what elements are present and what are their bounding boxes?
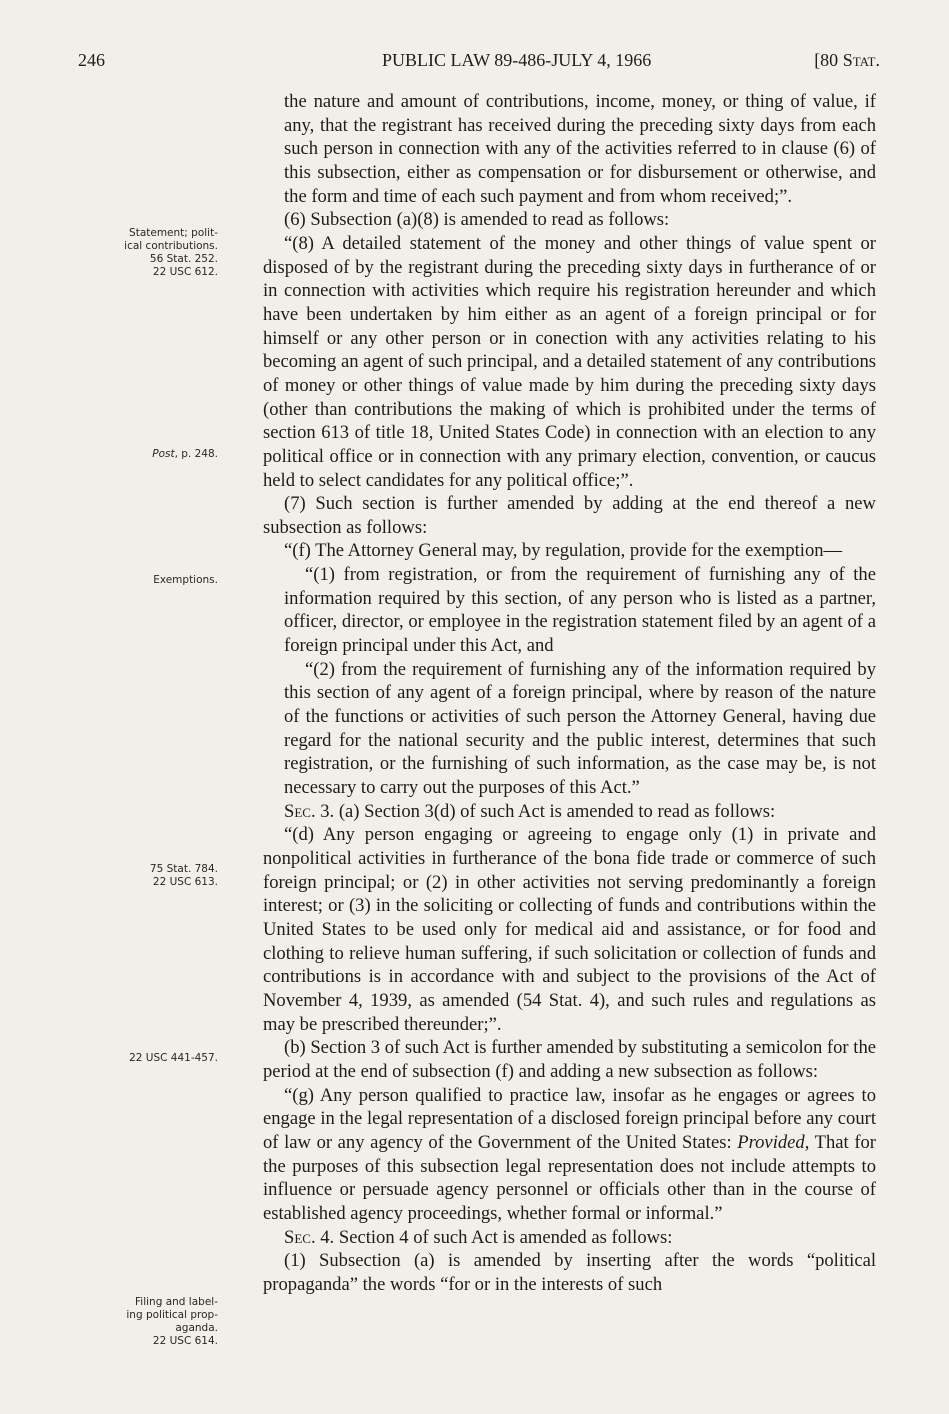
section-label: Sec.	[284, 1226, 316, 1248]
paragraph: “(2) from the requirement of furnishing any of the information required by this section of any agent of a foreign principal, where by reason of the nature of the functions or activities of such person the Attorney General, having due regard for the national security and the public interest, determines that such registration, or the furnishing of such information, as the case may be, is not necessary to carry out the purposes of this Act.”	[284, 658, 876, 799]
section-text: 4. Section 4 of such Act is amended as follows:	[315, 1226, 673, 1248]
section-paragraph	[263, 800, 876, 824]
paragraph: “(1) from registration, or from the requirement of furnishing any of the information required by this section, of any person who is listed as a partner, officer, director, or employee in the registration statement filed by an agent of a foreign principal under this Act, and	[284, 564, 876, 657]
margin-note-filing	[78, 1296, 218, 1348]
margin-note-line: 22 USC 612.	[152, 266, 218, 278]
paragraph: (7) Such section is further amended by adding at the end thereof a new subsection as follows:	[263, 493, 876, 538]
statute-volume-prefix: [80	[814, 50, 843, 70]
margin-note-line: Exemptions.	[153, 574, 218, 586]
margin-note-line: ing political prop-	[126, 1309, 218, 1321]
margin-note-post	[78, 448, 218, 461]
paragraph: “(8) A detailed statement of the money and other things of value spent or disposed of by the registrant during the preceding sixty days in furtherance of or in connection with activities which require his registration hereunder and which have been undertaken by him either as an agent of a foreign principal or for himself or any other person or in conection with any activities relating to his becoming an agent of such principal, and a detailed statement of any contributions of money or other things of value made by him during the preceding sixty days (other than contributions the making of which is prohibited under the terms of section 613 of title 18, United States Code) in connection with an election to any political office or in connection with any primary election, convention, or caucus held to select candidates for any political office;”.	[263, 232, 876, 491]
margin-note-line: Statement; polit-	[129, 227, 218, 239]
paragraph: (6) Subsection (a)(8) is amended to read as follows:	[284, 209, 670, 231]
margin-note-line: 22 USC 613.	[152, 876, 218, 888]
margin-note-statement	[78, 227, 218, 279]
statute-volume	[814, 50, 880, 71]
section-label: Sec.	[284, 800, 316, 822]
page-header	[78, 50, 880, 76]
section-paragraph	[263, 1226, 876, 1250]
provided-word: Provided	[737, 1131, 805, 1153]
paragraph	[263, 1084, 876, 1226]
paragraph: (b) Section 3 of such Act is further amended by substituting a semicolon for the period at the end of subsection (f) and adding a new subsection as follows:	[263, 1037, 876, 1082]
margin-note-line: Post, p. 248.	[152, 448, 218, 460]
margin-note-line: 22 USC 614.	[152, 1335, 218, 1347]
margin-note-line: aganda.	[175, 1322, 218, 1334]
paragraph: the nature and amount of contributions, income, money, or thing of value, if any, that the registrant has received during the preceding sixty days from each such person in connection with any of the activities referred to in clause (6) of this subsection, either as compensation or for disbursement or otherwise, and the form and time of each such payment and from whom received;”.	[284, 91, 876, 207]
paragraph: (1) Subsection (a) is amended by inserting after the words “political propaganda” the words “for or in the interests of such	[263, 1250, 876, 1295]
margin-note-line: 75 Stat. 784.	[149, 863, 218, 875]
page-number: 246	[78, 50, 105, 70]
margin-note-line: Filing and label-	[135, 1296, 218, 1308]
post-word: Post	[152, 448, 175, 460]
paragraph-text: , That for the purposes of this subsection legal representation does not include attempts to influence or persuade agency personnel or officials other than in the course of established agency proceedings, whether formal or informal.”	[263, 1131, 876, 1224]
margin-note-exemptions	[78, 574, 218, 587]
margin-note-22-usc-441	[78, 1052, 218, 1065]
section-text: 3. (a) Section 3(d) of such Act is amended to read as follows:	[315, 800, 776, 822]
margin-note-line: 22 USC 441-457.	[129, 1052, 218, 1064]
statute-volume-label: Stat.	[842, 50, 880, 70]
statute-body	[263, 90, 876, 1296]
paragraph: “(f) The Attorney General may, by regulation, provide for the exemption—	[284, 540, 843, 562]
margin-note-75-stat	[78, 863, 218, 889]
paragraph-text: “(g) Any person qualified to practice law, insofar as he engages or agrees to engage in the legal representation of a disclosed foreign principal before any court of law or any agency of the Government of the United States:	[263, 1084, 876, 1153]
page-title: PUBLIC LAW 89-486-JULY 4, 1966	[382, 50, 652, 70]
margin-note-line: ical contributions.	[124, 240, 218, 252]
margin-note-line: 56 Stat. 252.	[149, 253, 218, 265]
paragraph: “(d) Any person engaging or agreeing to engage only (1) in private and nonpolitical activities in furtherance of the bona fide trade or commerce of such foreign principal; or (2) in other activities not serving predominantly a foreign interest; or (3) in the soliciting or collecting of funds and contributions within the United States to be used only for medical aid and assistance, or for food and clothing to relieve human suffering, if such solicitation or collection of funds and contributions is in accordance with and subject to the provisions of the Act of November 4, 1939, as amended (54 Stat. 4), and such rules and regulations as may be prescribed thereunder;”.	[263, 824, 876, 1035]
